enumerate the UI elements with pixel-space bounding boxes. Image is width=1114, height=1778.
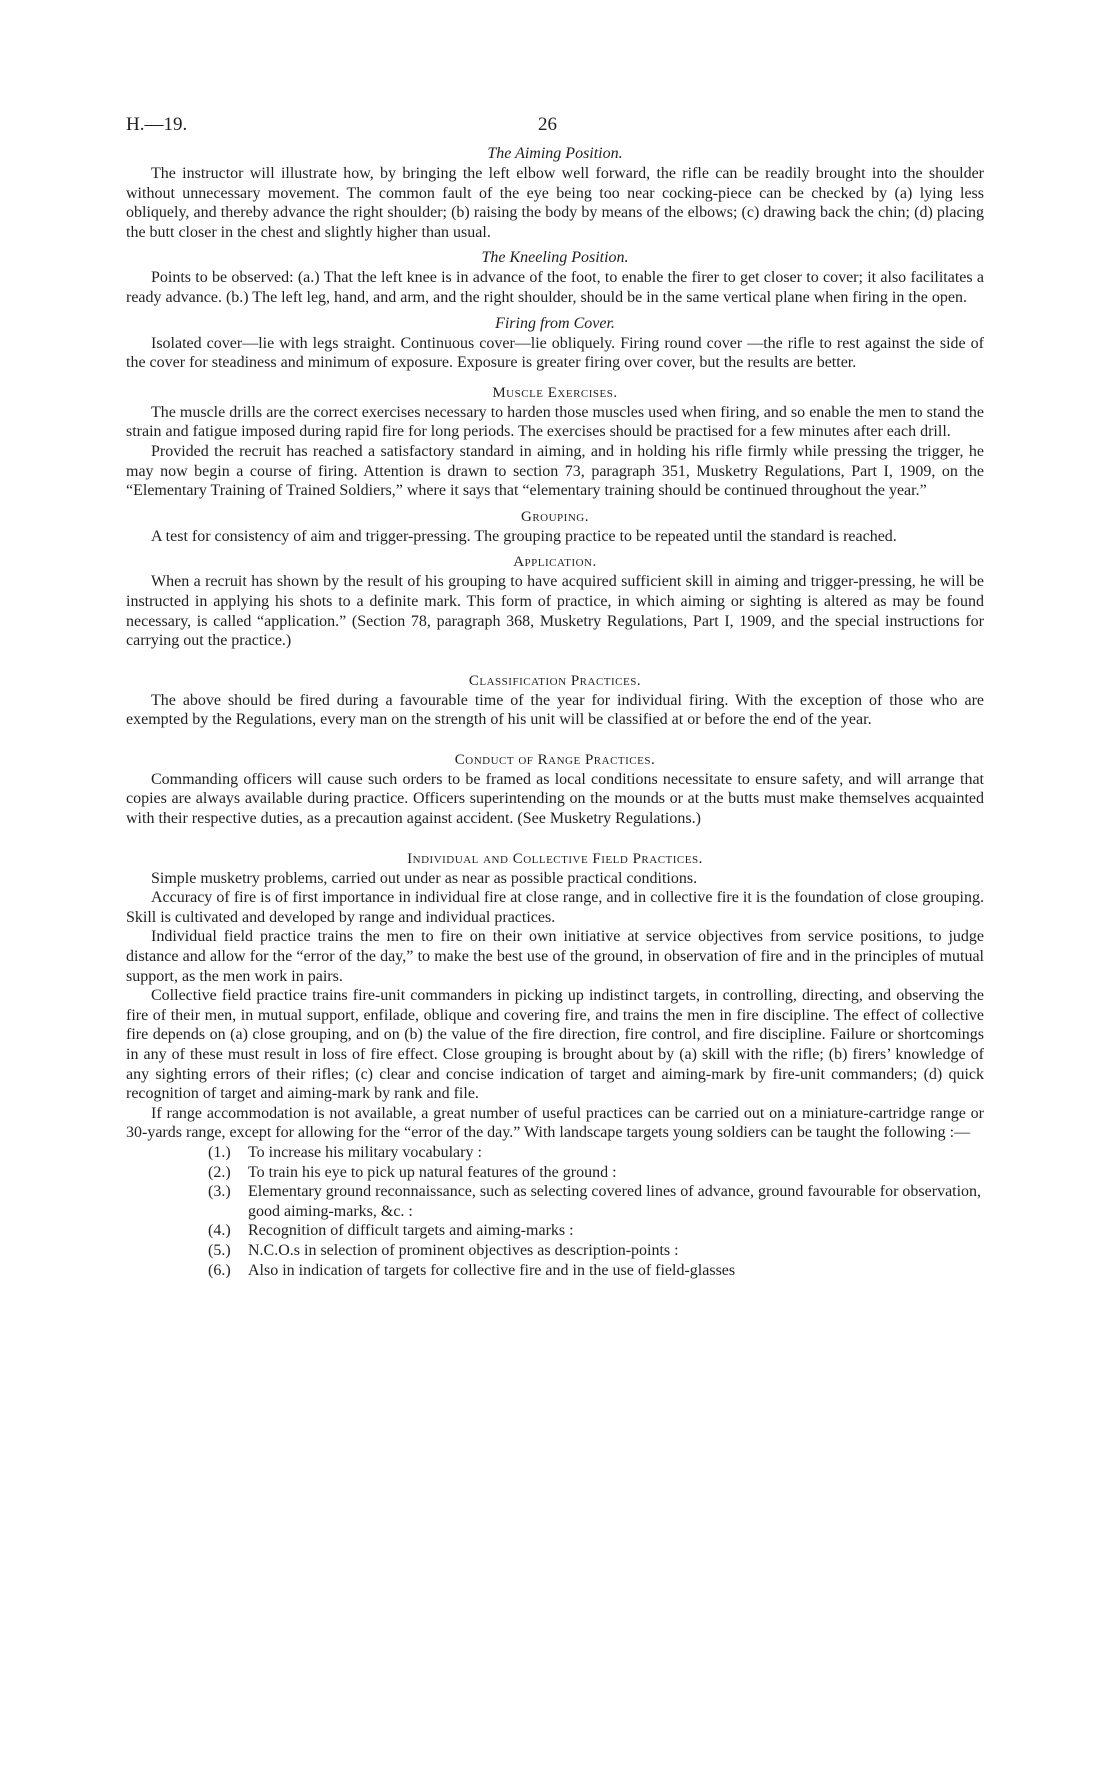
section-heading: Firing from Cover. <box>495 314 615 332</box>
list-item-text: To increase his military vocabulary : <box>248 1143 482 1161</box>
list-item-number: (3.) <box>208 1183 231 1201</box>
section-heading: Grouping. <box>521 508 589 525</box>
list-item-number: (6.) <box>208 1261 231 1279</box>
paragraph: The muscle drills are the correct exercises necessary to harden those muscles used when firing, and so enable the men to stand the strain and fatigue imposed during rapid fire for long periods. The exercises should be practised for a few minutes after each drill. <box>126 403 984 441</box>
section-firing-from-cover <box>126 314 984 373</box>
section-heading: Muscle Exercises. <box>492 384 618 401</box>
list-item <box>208 1221 984 1241</box>
section-heading: Application. <box>513 554 597 571</box>
list-item <box>208 1163 984 1183</box>
section-muscle-exercises <box>126 383 984 501</box>
page-header <box>126 114 984 144</box>
paragraph: Isolated cover—lie with legs straight. Continuous cover—lie obliquely. Firing round cover —the rifle to rest against the side of the cover for steadiness and minimum of exposure. Exposure is greater firing over cover, but the results are better. <box>126 334 984 372</box>
list-item-text: Also in indication of targets for collective fire and in the use of field-glasses <box>248 1261 736 1279</box>
paragraph: Collective field practice trains fire-unit commanders in picking up indistinct targets, in controlling, directing, and observing the fire of their men, in mutual support, enfilade, oblique and covering fire, and trains the men in fire discipline. The effect of collective fire depends on (a) close grouping, and on (b) the value of the fire direction, fire control, and fire discipline. Failure or shortcomings in any of these must result in loss of fire effect. Close grouping is brought about by (a) skill with the rifle; (b) firers’ knowledge of any sighting errors of their rifles; (c) clear and concise indication of target and aiming-mark by fire-unit commanders; (d) quick recognition of target and aiming-mark by rank and file. <box>126 987 984 1103</box>
paragraph: If range accommodation is not available, a great number of useful practices can be carried out on a miniature-cartridge range or 30-yards range, except for allowing for the “error of the day.” With landscape targets young soldiers can be taught the following :— <box>126 1104 984 1142</box>
list-item-number: (4.) <box>208 1222 231 1240</box>
paragraph: Provided the recruit has reached a satisfactory standard in aiming, and in holding his rifle firmly while pressing the trigger, he may now begin a course of firing. Attention is drawn to section 73, paragraph 351, Musketry Regulations, Part I, 1909, on the “Elementary Training of Trained Soldiers,” where it says that “elementary training should be continued throughout the year.” <box>126 442 984 500</box>
list-item <box>208 1143 984 1163</box>
paragraph: Commanding officers will cause such orders to be framed as local conditions necessitate to ensure safety, and will arrange that copies are always available during practice. Officers superintending on the mounds or at the butts must make themselves acquainted with their respective duties, as a precaution against accident. (See Musketry Regulations.) <box>126 770 984 828</box>
paragraph: The above should be fired during a favourable time of the year for individual firing. With the exception of those who are exempted by the Regulations, every man on the strength of his unit will be classified at or before the end of the year. <box>126 691 984 729</box>
list-item-number: (2.) <box>208 1163 231 1181</box>
paragraph: A test for consistency of aim and trigger-pressing. The grouping practice to be repeated until the standard is reached. <box>151 527 897 545</box>
list-item <box>208 1182 984 1221</box>
section-grouping <box>126 507 984 547</box>
section-aiming-position <box>126 144 984 242</box>
paragraph: Accuracy of fire is of first importance in individual fire at close range, and in collective fire it is the foundation of close grouping. Skill is cultivated and developed by range and individual practices. <box>126 889 984 926</box>
paragraph: Individual field practice trains the men to fire on their own initiative at service objectives from service positions, to judge distance and allow for the “error of the day,” to make the best use of the ground, in observation of fire and in the principles of mutual support, as the men work in pairs. <box>126 928 984 985</box>
document-page <box>126 114 984 1280</box>
section-field-practices <box>126 849 984 1280</box>
document-reference: H.—19. <box>126 114 188 135</box>
section-heading: Conduct of Range Practices. <box>454 751 656 768</box>
list-item-text: Elementary ground reconnaissance, such as selecting covered lines of advance, ground favourable for observation, good aiming-marks, &c. : <box>248 1183 982 1220</box>
section-classification-practices <box>126 671 984 730</box>
list-item-number: (5.) <box>208 1241 231 1259</box>
paragraph: When a recruit has shown by the result of his grouping to have acquired sufficient skill in aiming and trigger-pressing, he will be instructed in applying his shots to a definite mark. This form of practice, in which aiming or sighting is altered as may be found necessary, is called “application.” (Section 78, paragraph 368, Musketry Regulations, Part I, 1909, and the special instructions for carrying out the practice.) <box>126 573 984 650</box>
list-item-text: To train his eye to pick up natural features of the ground : <box>248 1163 617 1181</box>
section-heading: The Kneeling Position. <box>481 249 629 267</box>
section-kneeling-position <box>126 248 984 307</box>
section-heading: Individual and Collective Field Practices. <box>407 850 703 867</box>
list-item-text: Recognition of difficult targets and aiming-marks : <box>248 1222 574 1240</box>
section-application <box>126 552 984 650</box>
numbered-list <box>126 1143 984 1280</box>
list-item-text: N.C.O.s in selection of prominent objectives as description-points : <box>248 1241 679 1259</box>
list-item-number: (1.) <box>208 1143 231 1161</box>
list-item <box>208 1241 984 1261</box>
paragraph: Simple musketry problems, carried out under as near as possible practical conditions. <box>151 869 698 887</box>
paragraph: The instructor will illustrate how, by bringing the left elbow well forward, the rifle can be readily brought into the shoulder without unnecessary movement. The common fault of the eye being too near cocking-piece can be checked by (a) lying less obliquely, and thereby advance the right shoulder; (b) raising the body by means of the elbows; (c) drawing back the chin; (d) placing the butt closer in the chest and slightly higher than usual. <box>126 165 984 241</box>
paragraph: Points to be observed: (a.) That the left knee is in advance of the foot, to enable the firer to get closer to cover; it also facilitates a ready advance. (b.) The left leg, hand, and arm, and the right shoulder, should be in the same vertical plane when firing in the open. <box>126 269 984 306</box>
list-item <box>208 1261 984 1281</box>
section-heading: Classification Practices. <box>468 672 642 689</box>
section-heading: The Aiming Position. <box>487 145 623 162</box>
page-number: 26 <box>538 114 557 135</box>
section-conduct-of-range-practices <box>126 750 984 829</box>
